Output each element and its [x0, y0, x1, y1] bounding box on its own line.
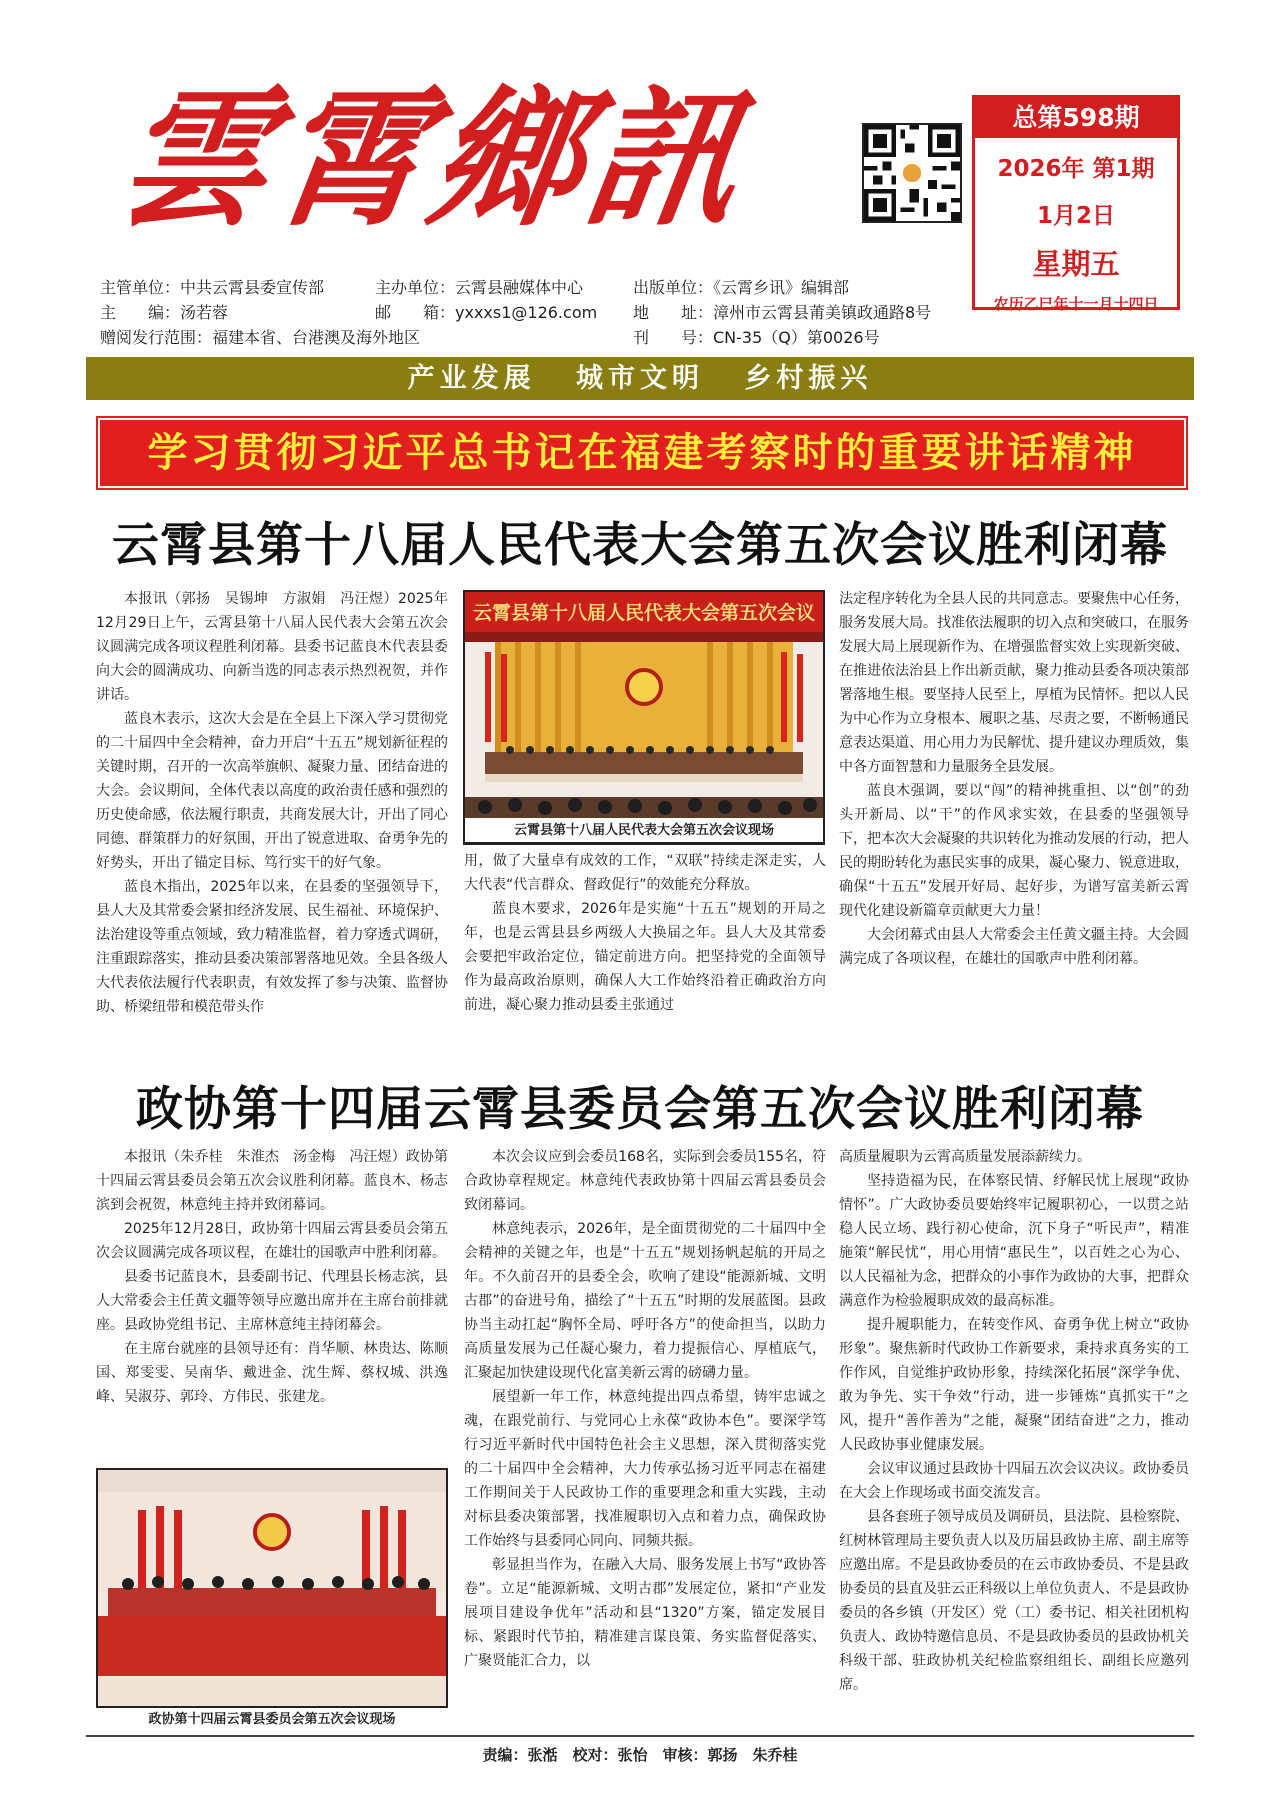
photo-banner-text: 云霄县第十八届人民代表大会第五次会议	[472, 602, 816, 624]
issue-date: 1月2日	[1036, 203, 1115, 229]
article2-column-2	[464, 1145, 826, 1673]
editor-credits: 责编：张湉 校对：张怡 审核：郭扬 朱乔桂	[482, 1746, 798, 1764]
article2-paragraph: 提升履职能力，在转变作风、奋勇争优上树立“政协形象”。聚焦新时代政协工作新要求，秉持求真务实的工作作风，自觉维护政协形象，持续深化拓展“深学争优、敢为争先、实干争效”行动，进一步锤炼“真抓实干”之风，提升“善作善为”之能，凝聚“团结奋进”之力，推动人民政协事业健康发展。	[839, 1317, 1189, 1453]
article2-column-1	[96, 1145, 448, 1409]
article2-photo-caption: 政协第十四届云霄县委员会第五次会议现场	[148, 1712, 396, 1727]
masthead-title: 雲霄鄉訊	[107, 71, 757, 247]
slogan-bar: 产业发展 城市文明 乡村振兴	[86, 357, 1194, 400]
article1-paragraph: 本报讯（郭扬 吴锡坤 方淑娟 冯汪煜）2025年12月29日上午，云霄县第十八届人民代表大会第五次会议圆满完成各项议程胜利闭幕。县委书记蓝良木代表县委向大会的圆满成功、向新当选的同志表示热烈祝贺，并作讲话。	[96, 591, 448, 703]
issue-year: 2026年 第1期	[997, 156, 1155, 182]
article1-column-1	[96, 587, 448, 1019]
article2-photo[interactable]	[96, 1468, 448, 1708]
issue-info-box	[972, 95, 1180, 313]
meta-sponsor: 主办单位：云霄县融媒体中心	[375, 278, 584, 297]
issue-lunar-date: 农历乙巳年十一月十四日	[993, 295, 1159, 313]
headline-banner: 学习贯彻习近平总书记在福建考察时的重要讲话精神	[98, 418, 1186, 488]
article1-column-3	[839, 587, 1189, 971]
qr-code[interactable]	[862, 123, 962, 223]
meta-address: 地 址：漳州市云霄县莆美镇政通路8号	[633, 303, 932, 322]
article2-paragraph: 会议审议通过县政协十四届五次会议决议。政协委员在大会上作现场或书面交流发言。	[839, 1461, 1189, 1501]
article1-paragraph: 蓝良木要求，2026年是实施“十五五”规划的开局之年，也是云霄县县乡两级人大换届之年。县人大及其常委会要把牢政治定位，锚定前进方向。把坚持党的全面领导作为最高政治原则，确保人大工作始终沿着正确政治方向前进，凝心聚力推动县委主张通过	[464, 901, 826, 1013]
meta-email[interactable]: 邮 箱：yxxxs1@126.com	[375, 303, 598, 322]
article2-paragraph: 本报讯（朱乔桂 朱淮杰 汤金梅 冯汪煜）政协第十四届云霄县委员会第五次会议胜利闭幕。蓝良木、杨志滨到会祝贺，林意纯主持并致闭幕词。	[96, 1149, 448, 1213]
congress-hall-photo	[465, 592, 823, 843]
meta-editor: 主 编：汤若蓉	[100, 303, 229, 322]
meta-row	[100, 300, 980, 325]
footer-divider	[86, 1735, 1194, 1737]
article2-paragraph: 高质量履职为云霄高质量发展添薪续力。	[839, 1149, 1091, 1165]
qr-code-icon	[864, 125, 960, 221]
publication-meta	[100, 275, 980, 350]
article1-headline: 云霄县第十八届人民代表大会第五次会议胜利闭幕	[112, 518, 1168, 573]
article1-paragraph: 蓝良木表示，这次大会是在全县上下深入学习贯彻党的二十届四中全会精神，奋力开启“十五五”规划新征程的关键时期，召开的一次高举旗帜、凝聚力量、团结奋进的大会。会议期间，全体代表以高度的政治责任感和强烈的历史使命感，依法履行职责，共商发展大计，开出了同心同德、群策群力的好氛围，开出了锐意进取、奋勇争先的好势头，开出了锚定目标、笃行实干的好气象。	[96, 711, 448, 871]
article1-paragraph: 大会闭幕式由县人大常委会主任黄文疆主持。大会圆满完成了各项议程，在雄壮的国歌声中胜利闭幕。	[839, 927, 1189, 967]
article1-paragraph: 蓝良木强调，要以“闯”的精神挑重担、以“创”的劲头开新局、以“干”的作风求实效，在县委的坚强领导下，把本次大会凝聚的共识转化为推动发展的行动，把人民的期盼转化为惠民实事的成果，凝心聚力、锐意进取，确保“十五五”发展开好局、起好步，为谱写富美新云霄现代化建设新篇章贡献更大力量！	[839, 783, 1189, 919]
article1-paragraph: 用，做了大量卓有成效的工作，“双联”持续走深走实，人大代表“代言群众、督政促行”的效能充分释放。	[464, 853, 826, 893]
article1-column-2	[464, 849, 826, 1017]
meta-publisher: 出版单位：《云霄乡讯》编辑部	[633, 278, 850, 297]
article1-photo[interactable]	[463, 590, 825, 845]
cppcc-hall-photo	[98, 1470, 446, 1706]
article2-paragraph: 本次会议应到会委员168名，实际到会委员155名，符合政协章程规定。林意纯代表政协第十四届云霄县委员会致闭幕词。	[464, 1149, 826, 1213]
article1-paragraph: 蓝良木指出，2025年以来，在县委的坚强领导下，县人大及其常委会紧扣经济发展、民生福祉、环境保护、法治建设等重点领域，致力精准监督，着力穿透式调研，注重跟踪落实，推动县委决策部署落地见效。全县各级人大代表依法履行代表职责，有效发挥了参与决策、监督协助、桥梁纽带和模范带头作	[96, 879, 448, 1015]
meta-supervisor: 主管单位：中共云霄县委宣传部	[100, 278, 325, 297]
article2-paragraph: 在主席台就座的县领导还有：肖华顺、林贵达、陈顺国、郑雯雯、吴南华、戴进金、沈生辉、蔡权城、洪逸峰、吴淑芬、郭玲、方伟民、张建龙。	[96, 1341, 448, 1405]
article2-headline: 政协第十四届云霄县委员会第五次会议胜利闭幕	[136, 1082, 1144, 1137]
issue-total: 总第598期	[975, 98, 1177, 138]
issue-weekday: 星期五	[1032, 247, 1120, 281]
article2-paragraph: 2025年12月28日，政协第十四届云霄县委员会第五次会议圆满完成各项议程，在雄壮的国歌声中胜利闭幕。	[96, 1221, 448, 1261]
meta-row	[100, 275, 980, 300]
article2-paragraph: 彰显担当作为，在融入大局、服务发展上书写“政协答卷”。立足“能源新城、文明古郡”发展定位，紧扣“产业发展项目建设争优年”活动和县“1320”方案，锚定发展目标、紧跟时代节拍，精准建言谋良策、务实监督促落实、广聚贤能汇合力，以	[464, 1557, 826, 1669]
meta-row	[100, 325, 980, 350]
article2-column-3	[839, 1145, 1189, 1697]
article2-paragraph: 坚持造福为民，在体察民情、纾解民忧上展现“政协情怀”。广大政协委员要始终牢记履职初心，一以贯之站稳人民立场、践行初心使命，沉下身子“听民声”，精准施策“解民忧”，用心用情“惠民生”，以百姓之心为心、以人民福祉为念，把群众的小事作为政协的大事，把群众满意作为检验履职成效的最高标准。	[839, 1173, 1189, 1309]
article2-paragraph: 展望新一年工作，林意纯提出四点希望，铸牢忠诚之魂，在跟党前行、与党同心上永葆“政协本色”。要深学笃行习近平新时代中国特色社会主义思想，深入贯彻落实党的二十届四中全会精神，大力传承弘扬习近平同志在福建工作期间关于人民政协工作的重要理念和重大实践，主动对标县委决策部署，找准履职切入点和着力点，确保政协工作始终与县委同心同向、同频共振。	[464, 1389, 826, 1549]
article2-paragraph: 县委书记蓝良木，县委副书记、代理县长杨志滨，县人大常委会主任黄文疆等领导应邀出席并在主席台前排就座。县政协党组书记、主席林意纯主持闭幕会。	[96, 1269, 448, 1333]
meta-distribution: 赠阅发行范围：福建本省、台港澳及海外地区	[100, 328, 421, 347]
article2-paragraph: 县各套班子领导成员及调研员，县法院、县检察院、红树林管理局主要负责人以及历届县政协主席、副主席等应邀出席。不是县政协委员的在云市政协委员、不是县政协委员的县直及驻云正科级以上单位负责人、不是县政协委员的各乡镇（开发区）党（工）委书记、相关社团机构负责人、政协特邀信息员、不是县政协委员的县政协机关科级干部、驻政协机关纪检监察组组长、副组长应邀列席。	[839, 1509, 1189, 1693]
article2-paragraph: 林意纯表示，2026年，是全面贯彻党的二十届四中全会精神的关键之年，也是“十五五”规划扬帆起航的开局之年。不久前召开的县委全会，吹响了建设“能源新城、文明古郡”的奋进号角，描绘了“十五五”时期的发展蓝图。县政协当主动扛起“胸怀全局、呼吁各方”的使命担当，以助力高质量发展为己任凝心聚力，着力提振信心、厚植底气，汇聚起加快建设现代化富美新云霄的磅礴力量。	[464, 1221, 826, 1381]
article1-paragraph: 法定程序转化为全县人民的共同意志。要聚焦中心任务，服务发展大局。找准依法履职的切入点和突破口，在服务发展大局上展现新作为、在增强监督实效上实现新突破、在推进依法治县上作出新贡献，聚力推动县委各项决策部署落地生根。要坚持人民至上，厚植为民情怀。把以人民为中心作为立身根本、履职之基、尽责之要，不断畅通民意表达渠道、用心用力为民解忧、提升建议办理质效，集中各方面智慧和力量服务全县发展。	[839, 591, 1189, 775]
meta-serial-number: 刊 号：CN-35（Q）第0026号	[633, 328, 880, 347]
article1-photo-caption: 云霄县第十八届人民代表大会第五次会议现场	[463, 818, 825, 844]
masthead-logo	[107, 71, 830, 268]
